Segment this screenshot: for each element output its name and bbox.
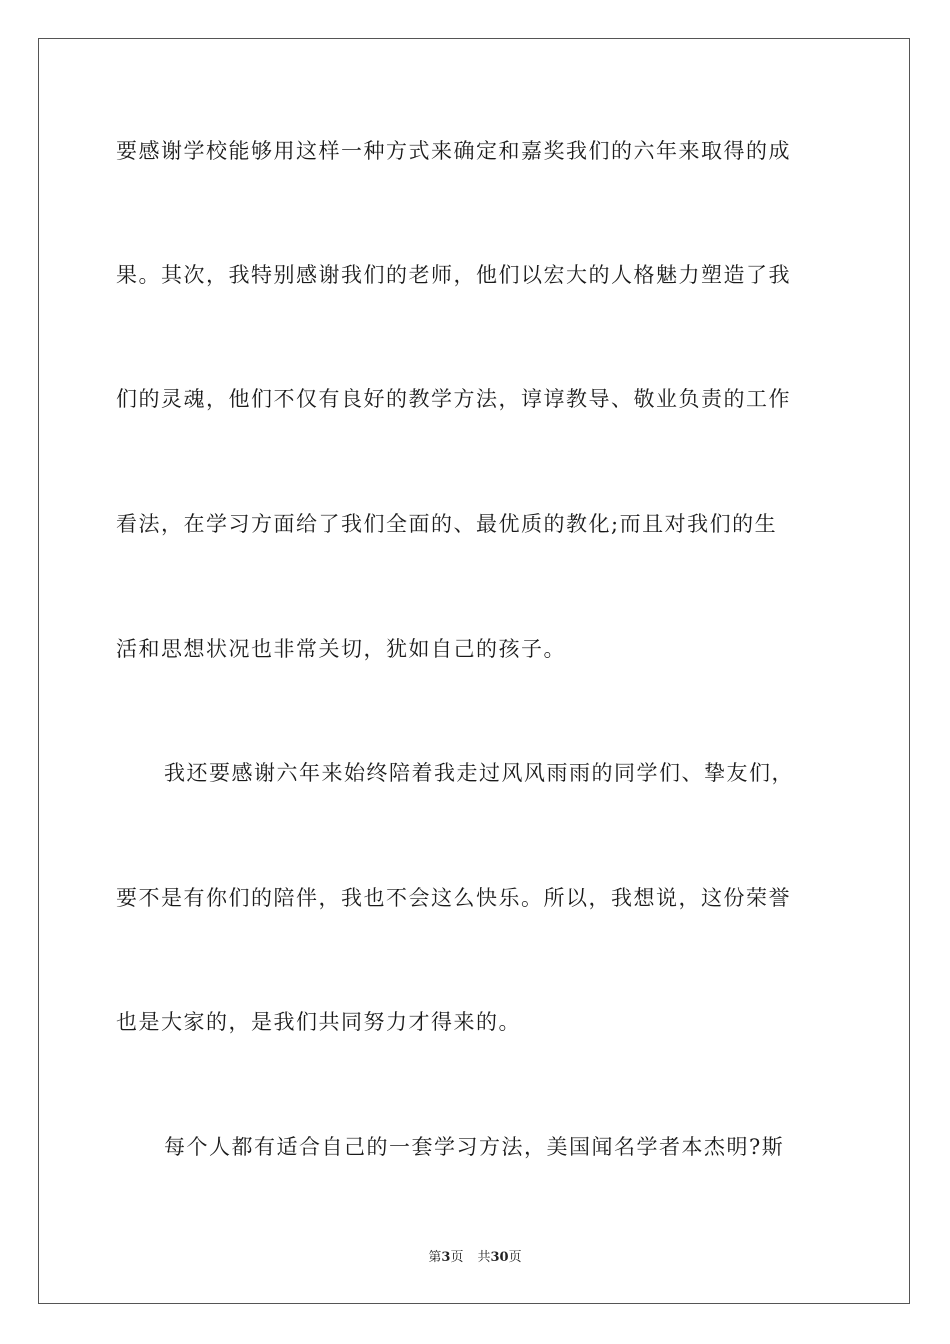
- paragraph-line: 们的灵魂，他们不仅有良好的教学方法，谆谆教导、敬业负责的工作: [116, 387, 791, 411]
- paragraph-line: 我还要感谢六年来始终陪着我走过风风雨雨的同学们、挚友们，: [164, 761, 794, 785]
- total-pages-prefix: 共: [477, 1250, 491, 1265]
- total-pages-count: 30: [490, 1250, 509, 1265]
- paragraph-line: 活和思想状况也非常关切，犹如自己的孩子。: [116, 637, 566, 661]
- paragraph-line: 看法，在学习方面给了我们全面的、最优质的教化;而且对我们的生: [116, 512, 778, 536]
- paragraph-line: 要不是有你们的陪伴，我也不会这么快乐。所以，我想说，这份荣誉: [116, 886, 791, 910]
- paragraph-line: 也是大家的，是我们共同努力才得来的。: [116, 1010, 521, 1034]
- page-number-suffix: 页: [450, 1250, 464, 1265]
- page-number-prefix: 第: [428, 1250, 442, 1265]
- paragraph-line: 果。其次，我特别感谢我们的老师，他们以宏大的人格魅力塑造了我: [116, 263, 791, 287]
- paragraph-line: 要感谢学校能够用这样一种方式来确定和嘉奖我们的六年来取得的成: [116, 139, 791, 163]
- page-border: [38, 38, 910, 1304]
- page-footer: [0, 1246, 950, 1265]
- paragraph-line: 每个人都有适合自己的一套学习方法，美国闻名学者本杰明?斯: [164, 1135, 785, 1159]
- page-number-current: 3: [441, 1250, 451, 1265]
- total-pages-suffix: 页: [508, 1250, 522, 1265]
